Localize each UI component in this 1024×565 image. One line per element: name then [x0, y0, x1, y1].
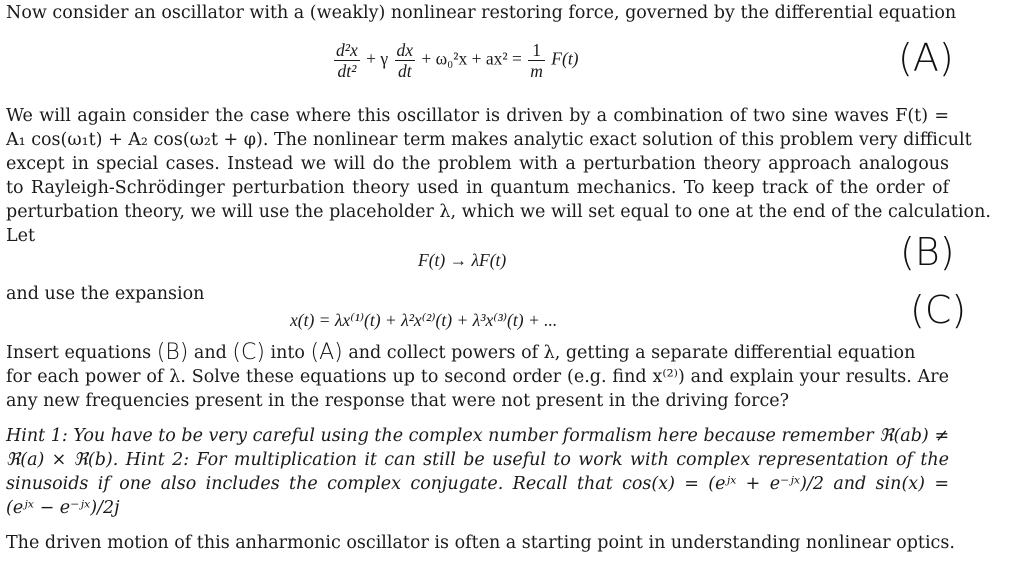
para2-line1: [6, 341, 915, 364]
collect-powers-text: and collect powers of λ, getting a separate differential equation: [348, 343, 916, 363]
equation-a: [332, 40, 579, 81]
para1-line3: except in special cases. Instead we will do the problem with a perturbation theory approach analogous: [6, 154, 949, 174]
fraction-numerator: d²x: [336, 40, 358, 60]
para2-line2: for each power of λ. Solve these equations up to second order (e.g. find x⁽²⁾) and explain your results. Are: [6, 367, 949, 387]
driving-force-term: F(t): [551, 48, 579, 69]
handwritten-label-c: (C): [910, 288, 967, 332]
insert-text: Insert equations: [6, 343, 152, 363]
fraction-numerator: 1: [528, 40, 545, 61]
into-text: into: [270, 343, 305, 363]
equation-c: x(t) = λx⁽¹⁾(t) + λ²x⁽²⁾(t) + λ³x⁽³⁾(t) + ...: [290, 310, 558, 330]
handwritten-ref-c: (C): [232, 340, 265, 365]
one-over-m-fraction: [528, 40, 545, 81]
para1-line6: Let: [6, 226, 36, 246]
fraction-denominator: dt²: [337, 61, 357, 81]
para1-line1: We will again consider the case where this oscillator is driven by a combination of two sine waves F(t) =: [6, 106, 949, 126]
and-text: and: [193, 343, 227, 363]
handwritten-ref-b: (B): [156, 340, 189, 365]
gamma-term: + γ: [366, 48, 389, 69]
first-derivative-fraction: [395, 40, 416, 81]
equation-b: F(t) → λF(t): [418, 250, 507, 270]
second-derivative-fraction: [334, 40, 360, 81]
fraction-denominator: m: [530, 61, 543, 81]
hint-line2: ℜ(a) × ℜ(b). Hint 2: For multiplication it can still be useful to work with complex representation of the: [6, 450, 949, 470]
para1-line4: to Rayleigh-Schrödinger perturbation theory used in quantum mechanics. To keep track of the order of: [6, 178, 949, 198]
fraction-numerator: dx: [396, 40, 414, 60]
expansion-intro: and use the expansion: [6, 284, 205, 304]
para2-line3: any new frequencies present in the response that were not present in the driving force?: [6, 391, 790, 411]
hint-line1: Hint 1: You have to be very careful using the complex number formalism here because remember ℜ(ab) ≠: [6, 426, 949, 446]
handwritten-label-b: (B): [900, 230, 955, 274]
intro-text: Now consider an oscillator with a (weakly) nonlinear restoring force, governed by the differential equation: [6, 3, 957, 23]
para1-line5: perturbation theory, we will use the placeholder λ, which we will set equal to one at the end of the calculation.: [6, 202, 991, 222]
para1-line2: A₁ cos(ω₁t) + A₂ cos(ω₂t + φ). The nonlinear term makes analytic exact solution of this problem very difficult: [6, 130, 972, 150]
closing-text: The driven motion of this anharmonic oscillator is often a starting point in understanding nonlinear optics.: [6, 533, 955, 553]
handwritten-label-a: (A): [898, 36, 954, 80]
hint-line4: (eʲˣ − e⁻ʲˣ)/2j: [6, 498, 120, 518]
fraction-denominator: dt: [397, 61, 412, 81]
handwritten-ref-a: (A): [310, 340, 343, 365]
equation-a-middle: + ω₀²x + ax² =: [421, 48, 522, 69]
hint-line3: sinusoids if one also includes the complex conjugate. Recall that cos(x) = (eʲˣ + e⁻ʲˣ)/2 and sin(x) =: [6, 474, 949, 494]
